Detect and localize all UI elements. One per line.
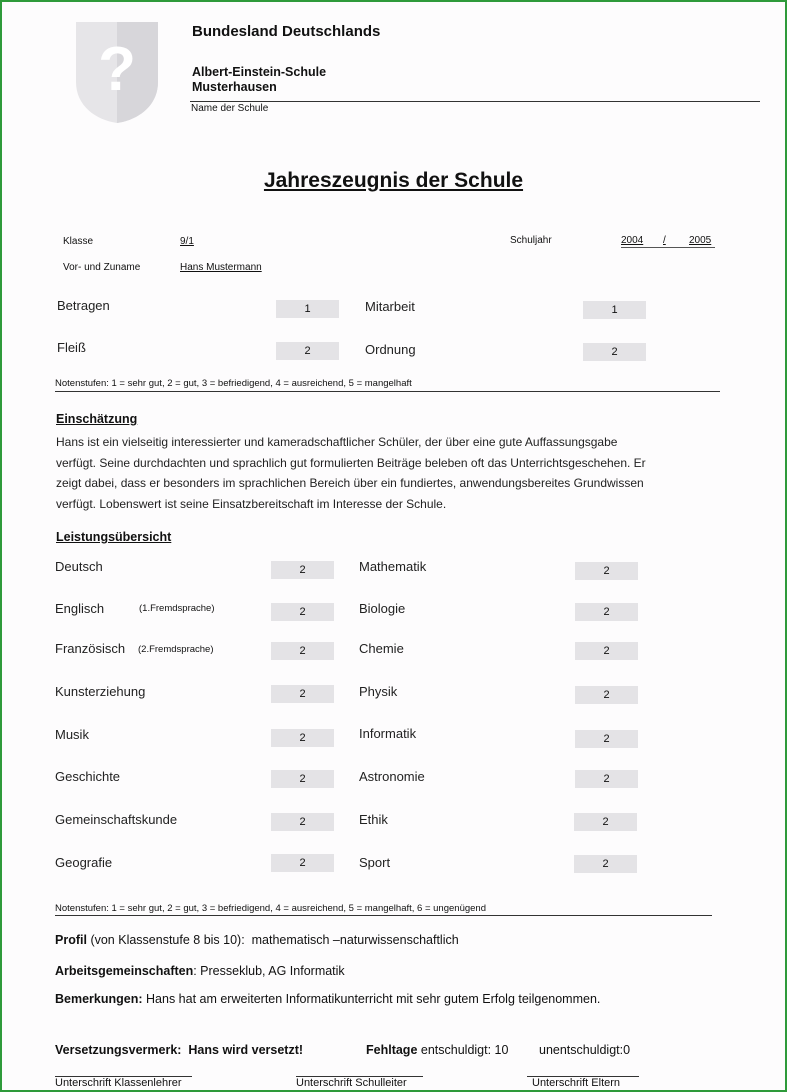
subject-grade: 2 [574,813,637,831]
subject-grade: 2 [575,686,638,704]
section-rule [55,915,712,916]
absence-unexcused: unentschuldigt:0 [539,1043,631,1057]
name-label: Vor- und Zuname [63,262,141,273]
year-separator: / [663,235,666,246]
page-title: Jahreszeugnis der Schule [263,169,524,192]
subject-grade: 2 [271,854,334,872]
school-name-caption: Name der Schule [191,103,269,114]
school-name-rule [190,101,760,102]
subject-note: (1.Fremdsprache) [139,603,215,614]
promotion-value: Hans wird versetzt! [188,1043,304,1057]
promotion-line [55,1043,303,1057]
assessment-text [56,432,721,514]
profile-value: mathematisch –naturwissenschaftlich [251,933,459,947]
subject-label: Biologie [359,601,406,616]
year-end: 2005 [689,235,712,246]
subject-grade: 2 [271,685,334,703]
subject-label: Informatik [359,726,417,741]
school-name-line: Albert-Einstein-Schule [192,65,327,79]
year-start: 2004 [621,235,644,246]
klasse-value: 9/1 [180,236,194,247]
assessment-line: verfügt. Seine durchdachten und sprachlich gut formulierten Beiträge beleben oft das Unterrichtsgeschehen. Er [56,455,646,470]
subject-label: Geografie [55,855,113,870]
remarks-label: Bemerkungen: [55,992,143,1006]
signature-label: Unterschrift Eltern [532,1077,621,1089]
subject-grade: 2 [271,642,334,660]
subject-label: Ethik [359,812,388,827]
subject-grade: 2 [271,729,334,747]
performance-heading: Leistungsübersicht [56,530,172,544]
absence-label: Fehltage [366,1043,418,1057]
subject-grade: 2 [271,603,334,621]
subject-label: Englisch [55,601,105,616]
shield-question-icon [74,20,160,124]
assessment-line: zeigt dabei, dass er besonders im sprachlichen Bereich über ein fundiertes, anwendungsbereites Grundwissen [56,476,644,490]
subject-grade: 2 [575,562,638,580]
assessment-heading: Einschätzung [56,412,138,426]
conduct-label: Ordnung [365,342,416,357]
absence-excused: entschuldigt: 10 [420,1043,509,1057]
subject-grade: 2 [575,730,638,748]
conduct-label: Fleiß [57,340,86,355]
schuljahr-label: Schuljahr [510,235,552,246]
profile-line [55,933,459,947]
conduct-grade: 1 [276,300,339,318]
subject-label: Astronomie [359,769,425,784]
year-underline [621,247,715,248]
grade-scale-note: Notenstufen: 1 = sehr gut, 2 = gut, 3 = befriedigend, 4 = ausreichend, 5 = mangelhaft, 6 = ungenügend [55,903,486,914]
subject-label: Deutsch [55,559,103,574]
school-name [192,65,326,95]
subject-label: Sport [359,855,391,870]
conduct-grade: 1 [583,301,646,319]
ag-line [55,964,345,978]
conduct-label: Mitarbeit [365,299,415,314]
signature-label: Unterschrift Klassenlehrer [55,1077,182,1089]
subject-label: Musik [55,727,89,742]
conduct-grade: 2 [276,342,339,360]
subject-grade: 2 [271,813,334,831]
svg-text:?: ? [98,35,136,104]
assessment-line: verfügt. Lobenswert ist seine Einsatzbereitschaft im Interesse der Schule. [56,496,447,511]
grade-scale-note: Notenstufen: 1 = sehr gut, 2 = gut, 3 = befriedigend, 4 = ausreichend, 5 = mangelhaft [55,378,412,389]
assessment-line: Hans ist ein vielseitig interessierter und kameradschaftlicher Schüler, der über eine gute Auffassungsgabe [56,435,618,449]
ag-value: : Presseklub, AG Informatik [193,964,345,978]
subject-label: Geschichte [55,769,121,784]
subject-label: Mathematik [359,559,427,574]
ag-label: Arbeitsgemeinschaften [55,964,194,978]
subject-label: Chemie [359,641,404,656]
subject-grade: 2 [575,603,638,621]
subject-label: Physik [359,684,398,699]
subject-label: Kunsterziehung [55,684,146,699]
subject-grade: 2 [574,855,637,873]
profile-label: Profil [55,933,87,947]
school-city-line: Musterhausen [192,80,277,94]
profile-note: (von Klassenstufe 8 bis 10): [90,933,245,947]
klasse-label: Klasse [63,236,94,247]
promotion-label: Versetzungsvermerk: [55,1043,182,1057]
conduct-grade: 2 [583,343,646,361]
subject-label: Französisch [55,641,126,656]
subject-grade: 2 [575,770,638,788]
state-name: Bundesland Deutschlands [192,23,381,40]
subject-grade: 2 [271,561,334,579]
remarks-value: Hans hat am erweiterten Informatikunterricht mit sehr gutem Erfolg teilgenommen. [146,992,601,1006]
remarks-line [55,992,600,1006]
subject-grade: 2 [271,770,334,788]
section-rule [55,391,720,392]
subject-label: Gemeinschaftskunde [55,812,178,827]
absence-line [366,1043,508,1057]
subject-grade: 2 [575,642,638,660]
signature-label: Unterschrift Schulleiter [296,1077,407,1089]
subject-note: (2.Fremdsprache) [138,644,214,655]
name-value: Hans Mustermann [180,262,262,273]
conduct-label: Betragen [57,298,110,313]
